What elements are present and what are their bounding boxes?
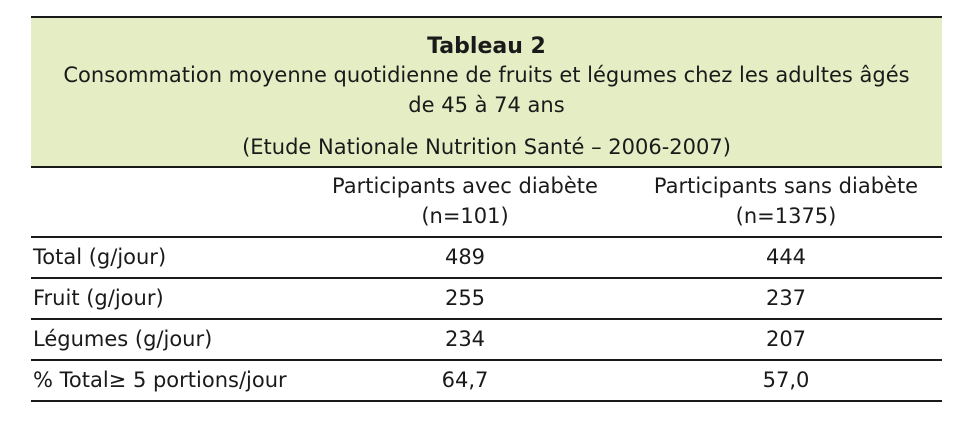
table-row xyxy=(31,238,942,277)
column-header-with-diabetes xyxy=(331,171,599,231)
table-title: Tableau 2 xyxy=(427,34,546,59)
table-subtitle: Consommation moyenne quotidienne de fruits et légumes chez les adultes âgés de 45 à 74 ans xyxy=(63,63,910,117)
column-header-count: (n=1375) xyxy=(735,204,837,228)
bottom-rule xyxy=(31,400,942,402)
cell-without-diabetes: 237 xyxy=(765,286,807,310)
table-caption xyxy=(31,18,942,166)
column-header-label: Participants sans diabète xyxy=(653,174,919,198)
column-header-count: (n=101) xyxy=(421,204,509,228)
row-label: Total (g/jour) xyxy=(33,245,167,269)
table-row xyxy=(31,320,942,359)
column-header-without-diabetes xyxy=(641,171,931,231)
cell-with-diabetes: 234 xyxy=(444,327,486,351)
row-label: % Total≥ 5 portions/jour xyxy=(33,368,287,392)
nutrition-table xyxy=(31,16,942,402)
row-label: Légumes (g/jour) xyxy=(33,327,213,351)
cell-with-diabetes: 255 xyxy=(444,286,486,310)
column-header-label: Participants avec diabète xyxy=(332,174,598,198)
cell-with-diabetes: 489 xyxy=(444,245,486,269)
cell-without-diabetes: 444 xyxy=(765,245,807,269)
table-row xyxy=(31,361,942,400)
table-row xyxy=(31,279,942,318)
row-label: Fruit (g/jour) xyxy=(33,286,164,310)
cell-without-diabetes: 207 xyxy=(765,327,807,351)
table-source: (Etude Nationale Nutrition Santé – 2006-2007) xyxy=(242,135,731,159)
cell-with-diabetes: 64,7 xyxy=(441,368,489,392)
column-header-row xyxy=(31,168,942,236)
cell-without-diabetes: 57,0 xyxy=(762,368,810,392)
